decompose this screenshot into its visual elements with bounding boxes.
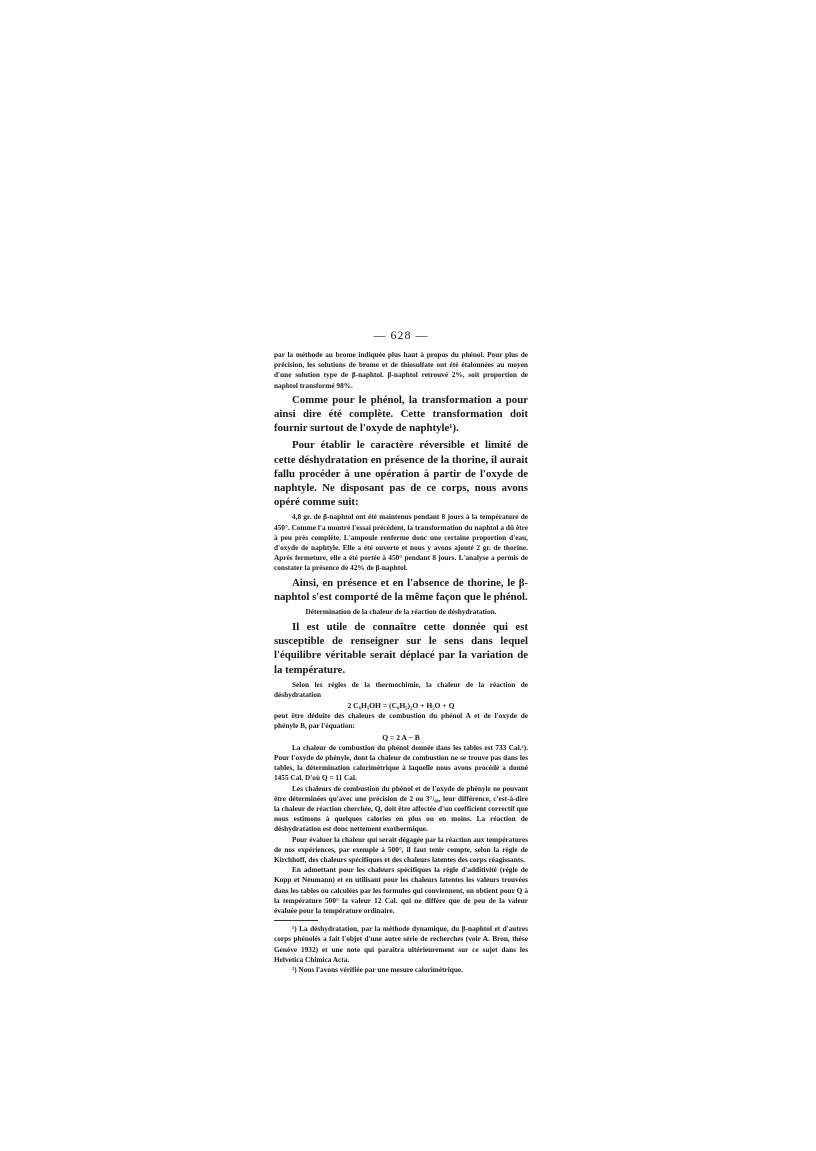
equation-heat: Q = 2 A − B: [382, 732, 420, 742]
paragraph-reversibility: Pour établir le caractère réversible et limité de cette déshydratation en présence de la thorine, il aurait fallu procéder à une opération à partir de l'oxyde de naphtyle. Ne disposant pas de ce corps, nous avons opéré comme suit:: [274, 439, 528, 509]
footnote-1: ¹) La déshydratation, par la méthode dynamique, du β-naphtol et d'autres corps phénolés a fait l'objet d'une autre série de recherches (voir A. Bron, thèse Genève 1932) et une note qui paraîtra ultérieurement sur ce sujet dans les Helvetica Chimica Acta.: [274, 924, 528, 964]
paragraph-precision: Les chaleurs de combustion du phénol et de l'oxyde de phényle ne pouvant être déterminées qu'avec une précision de 2 ou 3°/₀₀, leur différence, c'est-à-dire la chaleur de réaction cherchée, Q, doit être affectée d'un coefficient correctif que nous estimons à quelques calories en plus ou en moins. La réaction de déshydratation est donc nettement exothermique.: [274, 783, 528, 834]
page-number: — 628 —: [373, 328, 429, 342]
text-column: [274, 328, 528, 975]
paragraph-additivity: En admettant pour les chaleurs spécifiques la règle d'additivité (règle de Kopp et Neumann) et en utilisant pour les chaleurs latentes les valeurs trouvées dans les tables ou calculées par les formules qui conviennent, on obtient pour Q à la température 500° la valeur 12 Cal. qui ne diffère que de peu de la valeur évaluée pour la température ordinaire.: [274, 865, 528, 915]
paragraph-conclusion: Ainsi, en présence et en l'absence de thorine, le β-naphtol s'est comporté de la même façon que le phénol.: [274, 576, 528, 603]
paragraph-kirchhoff: Pour évaluer la chaleur qui serait dégagée par la réaction aux températures de nos expériences, par exemple à 500°, il faut tenir compte, selon la règle de Kirchhoff, des chaleurs spécifiques et des chaleurs latentes des corps réagissants.: [274, 834, 528, 864]
paragraph-bromine-method: par la méthode au brome indiquée plus haut à propos du phénol. Pour plus de précision, les solutions de brome et de thiosulfate ont été étalonnées au moyen d'une solution type de β-naphtol. β-naphtol retrouvé 2%, soit proportion de naphtol transformé 98%.: [274, 350, 528, 390]
paragraph-complete-transformation: Comme pour le phénol, la transformation a pour ainsi dire été complète. Cette transformation doit fournir surtout de l'oxyde de naphtyle¹).: [274, 393, 528, 435]
section-heading: Détermination de la chaleur de la réaction de déshydratation.: [305, 607, 497, 617]
paragraph-thermochemistry: Selon les règles de la thermochimie, la chaleur de la réaction de déshydratation: [274, 679, 528, 700]
equation-dehydration: 2 C₆H₅OH = (C₆H₅)₂O + H₂O + Q: [347, 701, 455, 711]
paragraph-combustion-heat: La chaleur de combustion du phénol donnée dans les tables est 733 Cal.²). Pour l'oxyde de phényle, dont la chaleur de combustion ne se trouve pas dans les tables, la détermination calorimétrique à laquelle nous avons procédé a donné 1455 Cal. D'où Q = 11 Cal.: [274, 742, 528, 783]
footnote-divider: [274, 920, 318, 921]
paragraph-utility: Il est utile de connaître cette donnée qui est susceptible de renseigner sur le sens dans lequel l'équilibre véritable serait déplacé par la variation de la température.: [274, 621, 528, 676]
paragraph-experiment: 4,8 gr. de β-naphtol ont été maintenus pendant 8 jours à la température de 450°. Comme l'a montré l'essai précédent, la transformation du naphtol a dû être à peu près complète. L'ampoule renferme donc une certaine proportion d'eau, d'oxyde de naphtyle. Elle a été ouverte et nous y avons ajouté 2 gr. de thorine. Après fermeture, elle a été portée à 450° pendant 8 jours. L'analyse a permis de constater la présence de 42% de β-naphtol.: [274, 512, 528, 573]
footnote-2: ²) Nous l'avons vérifiée par une mesure calorimétrique.: [292, 964, 463, 974]
paragraph-deduction: peut être déduite des chaleurs de combustion du phénol A et de l'oxyde de phényle B, par l'équation:: [274, 711, 528, 731]
